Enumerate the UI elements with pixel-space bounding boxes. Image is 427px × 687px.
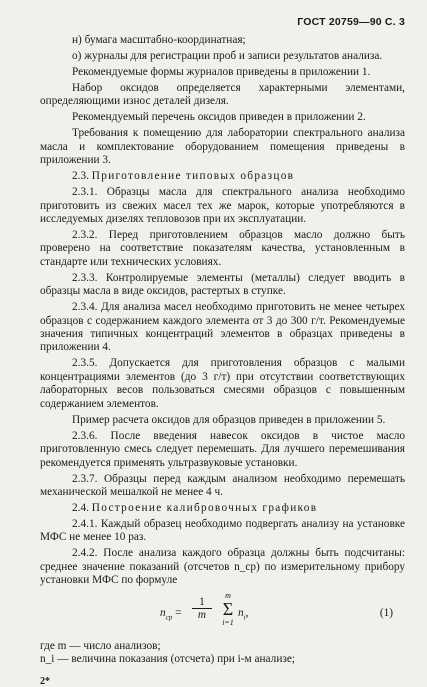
paragraph: 2.4.1. Каждый образец необходимо подвергать анализу на установке МФС не менее 10 раз. <box>40 517 405 544</box>
paragraph: Рекомендуемые формы журналов приведены в приложении 1. <box>72 66 371 78</box>
paragraph: Пример расчета оксидов для образцов приведен в приложении 5. <box>72 413 386 426</box>
paragraph: 2.3.3. Контролируемые элементы (металлы) следует вводить в образцы масла в виде оксидов, растертых в ступке. <box>40 271 405 298</box>
section-number: 2.4. <box>72 501 89 514</box>
formula-number: (1) <box>379 606 393 619</box>
paragraph: Требования к помещению для лаборатории спектрального анализа масла и комплектование оборудованием помещения приведены в приложении 3. <box>40 127 405 167</box>
paragraph: 2.4.2. После анализа каждого образца должны быть подсчитаны: среднее значение показаний (отсчетов n_ср) по измерительному прибору установки МФС по формуле <box>40 547 405 587</box>
formula-sum: m Σ i=1 <box>222 590 234 627</box>
section-2-4-body <box>40 518 405 588</box>
section-heading-2-4 <box>40 502 405 515</box>
paragraph: н) бумага масштабно-координатная; <box>72 34 246 46</box>
section-heading-2-3 <box>40 170 405 183</box>
legend-line-2: n_i — величина показания (отсчета) при i-м анализе; <box>40 652 295 665</box>
formula-rhs: $n_i$, <box>238 606 249 621</box>
page-number: 2* <box>40 676 50 687</box>
legend-line-1: где m — число анализов; <box>40 639 161 652</box>
paragraph: 2.3.1. Образцы масла для спектрального анализа необходимо приготовить из свежих масел тех же марок, которые употребляются в исследуемых дизелях тепловозов при их эксплуатации. <box>40 186 405 226</box>
section-2-3-body <box>40 186 405 499</box>
intro-list <box>40 34 405 168</box>
section-title: Построение калибровочных графиков <box>91 501 318 514</box>
formula-fraction: $\frac{1}{m}$ <box>192 596 212 622</box>
section-number: 2.3. <box>72 170 89 183</box>
paragraph: Набор оксидов определяется характерными элементами, определяющими износ деталей дизеля. <box>40 82 405 108</box>
paragraph: 2.3.5. Допускается для приготовления образцов с малыми концентрациями элементов (до 3 г/т) при отсутствии соответствующих лабораторных весов пользоваться смесями образцов с повышенным содержанием элементов. <box>40 357 405 410</box>
formula-1 <box>40 590 405 634</box>
paragraph: 2.3.2. Перед приготовлением образцов масло должно быть проверено на соответствие показателям качества, установленным в стандарте или технических условиях. <box>40 229 405 268</box>
paragraph: 2.3.4. Для анализа масел необходимо приготовить не менее четырех образцов с содержанием каждого элемента от 3 до 300 г/т. Рекомендуемые значения типичных концентраций элементов в образцах приведены в приложении 4. <box>40 301 405 354</box>
paragraph: 2.3.7. Образцы перед каждым анализом необходимо перемешать механической мешалкой не менее 4 ч. <box>40 472 405 498</box>
page-header: ГОСТ 20759—90 С. 3 <box>297 16 405 28</box>
paragraph: 2.3.6. После введения навесок оксидов в чистое масло приготовленную смесь следует перемешать. Для лучшего перемешивания рекомендуется применять ультразвуковые установки. <box>40 429 405 469</box>
section-title: Приготовление типовых образцов <box>91 170 295 183</box>
paragraph: о) журналы для регистрации проб и записи результатов анализа. <box>72 50 383 62</box>
formula-lhs: $n_{ср}$ = <box>160 606 182 621</box>
paragraph: Рекомендуемый перечень оксидов приведен в приложении 2. <box>72 111 366 124</box>
